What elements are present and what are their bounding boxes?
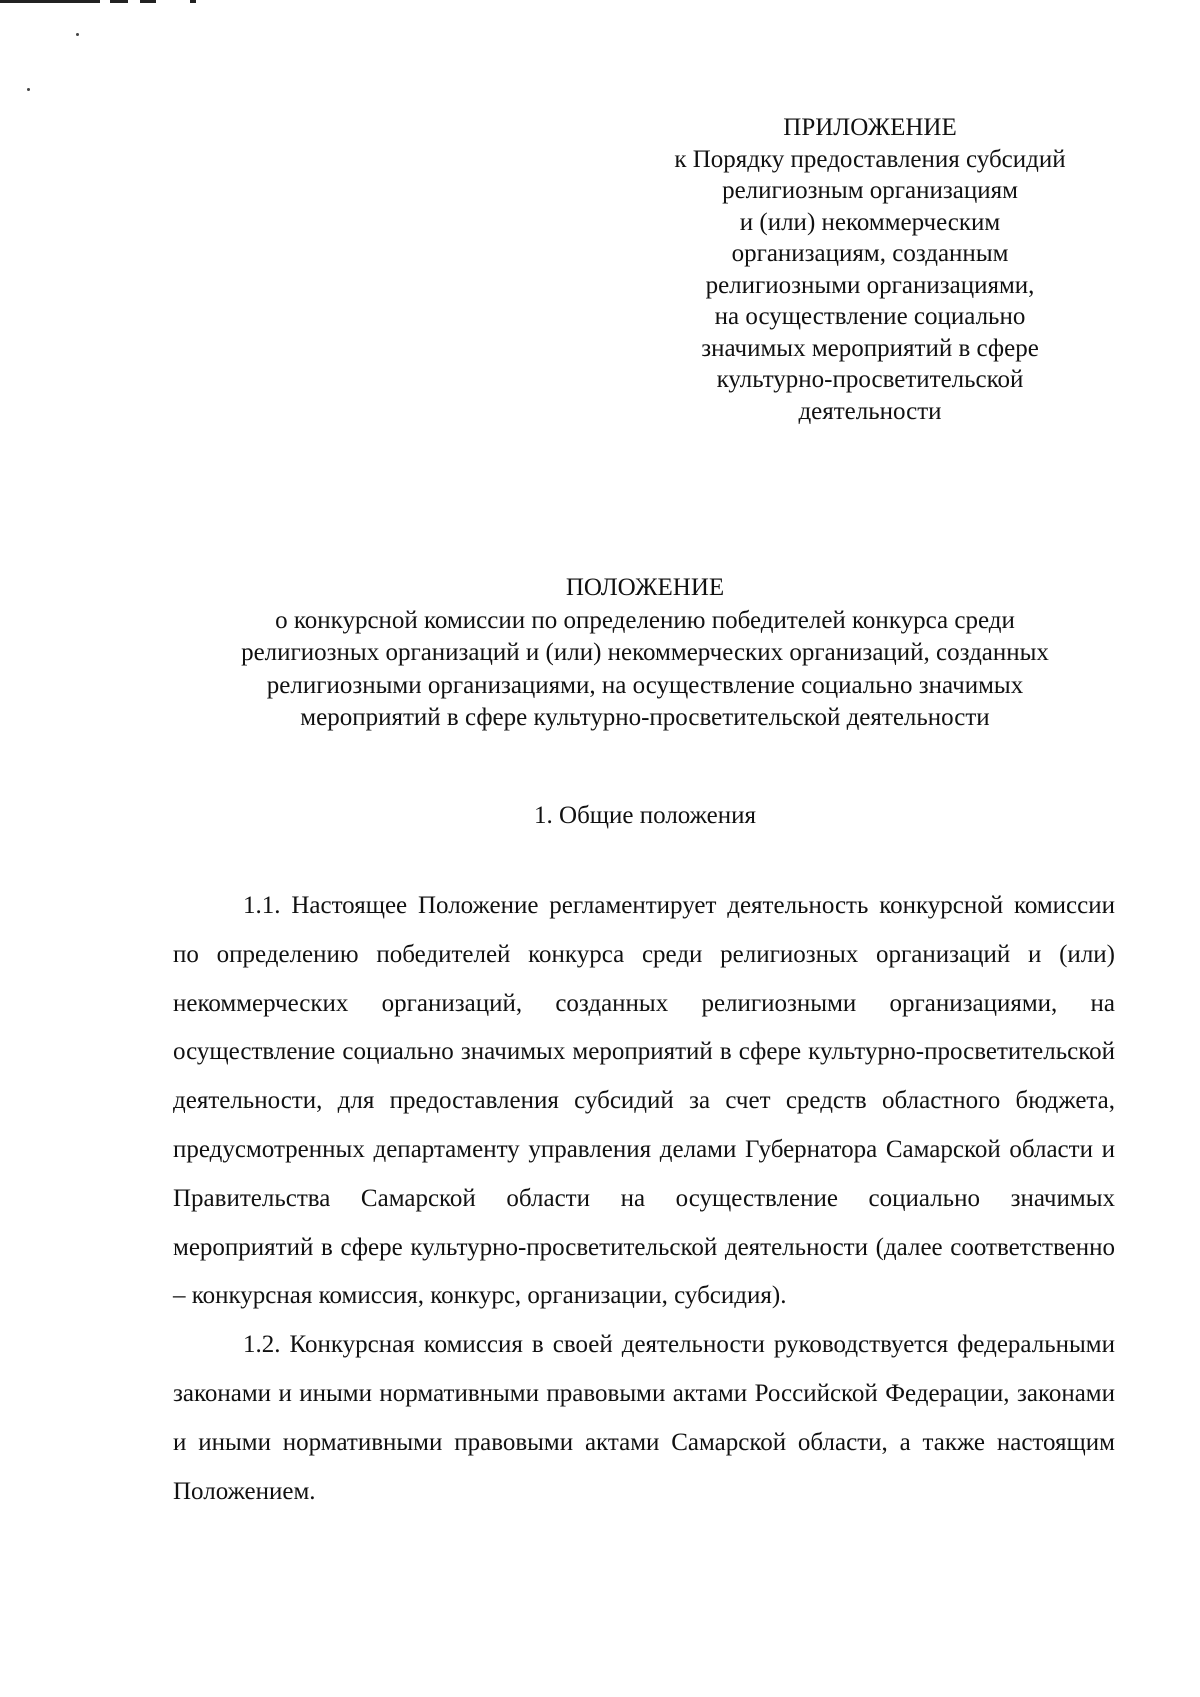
regulation-title: ПОЛОЖЕНИЕ [565, 574, 725, 601]
paragraph-1-1: 1.1. Настоящее Положение регламентирует деятельность конкурсной комиссии по определению победителей конкурса среди религиозных организаций и (или) некоммерческих организаций, созданных религиозными организациями, на осуществление социально значимых мероприятий в сфере культурно-просветительской деятельности, для предоставления субсидий за счет средств областного бюджета, предусмотренных департаменту управления делами Губернатора Самарской области и Правительства Самарской области на осуществление социально значимых мероприятий в сфере культурно-просветительской деятельности (далее соответственно – конкурсная комиссия, конкурс, организации, субсидия). [173, 892, 1115, 1310]
appendix-title: ПРИЛОЖЕНИЕ [783, 114, 957, 141]
appendix-header [640, 112, 1100, 427]
appendix-line: значимых мероприятий в сфере [701, 334, 1039, 362]
scan-artifact-bar [0, 0, 100, 3]
scan-speck [27, 88, 30, 91]
appendix-line: деятельности [798, 397, 942, 425]
regulation-subtitle-line: мероприятий в сфере культурно-просветительской деятельности [300, 704, 990, 731]
paragraph-1-2: 1.2. Конкурсная комиссия в своей деятельности руководствуется федеральными законами и иными нормативными правовыми актами Российской Федерации, законами и иными нормативными правовыми актами Самарской области, а также настоящим Положением. [173, 1331, 1115, 1505]
appendix-line: организациям, созданным [731, 240, 1009, 267]
scan-artifact-bar [190, 0, 196, 3]
appendix-line: религиозным организациям [722, 177, 1018, 204]
body-text [173, 882, 1115, 1516]
regulation-subtitle-line: религиозными организациями, на осуществление социально значимых [266, 671, 1024, 699]
section-heading: 1. Общие положения [534, 802, 756, 829]
appendix-line: и (или) некоммерческим [739, 208, 1001, 236]
regulation-subtitle-line: религиозных организаций и (или) некоммерческих организаций, созданных [241, 639, 1049, 666]
scan-artifact-bar [140, 0, 156, 3]
regulation-title-block [140, 572, 1150, 735]
appendix-line: религиозными организациями, [705, 271, 1035, 299]
appendix-line: культурно-просветительской [716, 366, 1024, 393]
scan-artifact-bar [110, 0, 128, 3]
appendix-line: к Порядку предоставления субсидий [674, 145, 1066, 173]
scan-speck [76, 33, 79, 36]
appendix-line: на осуществление социально [714, 303, 1026, 330]
regulation-subtitle-line: о конкурсной комиссии по определению победителей конкурса среди [275, 606, 1015, 634]
